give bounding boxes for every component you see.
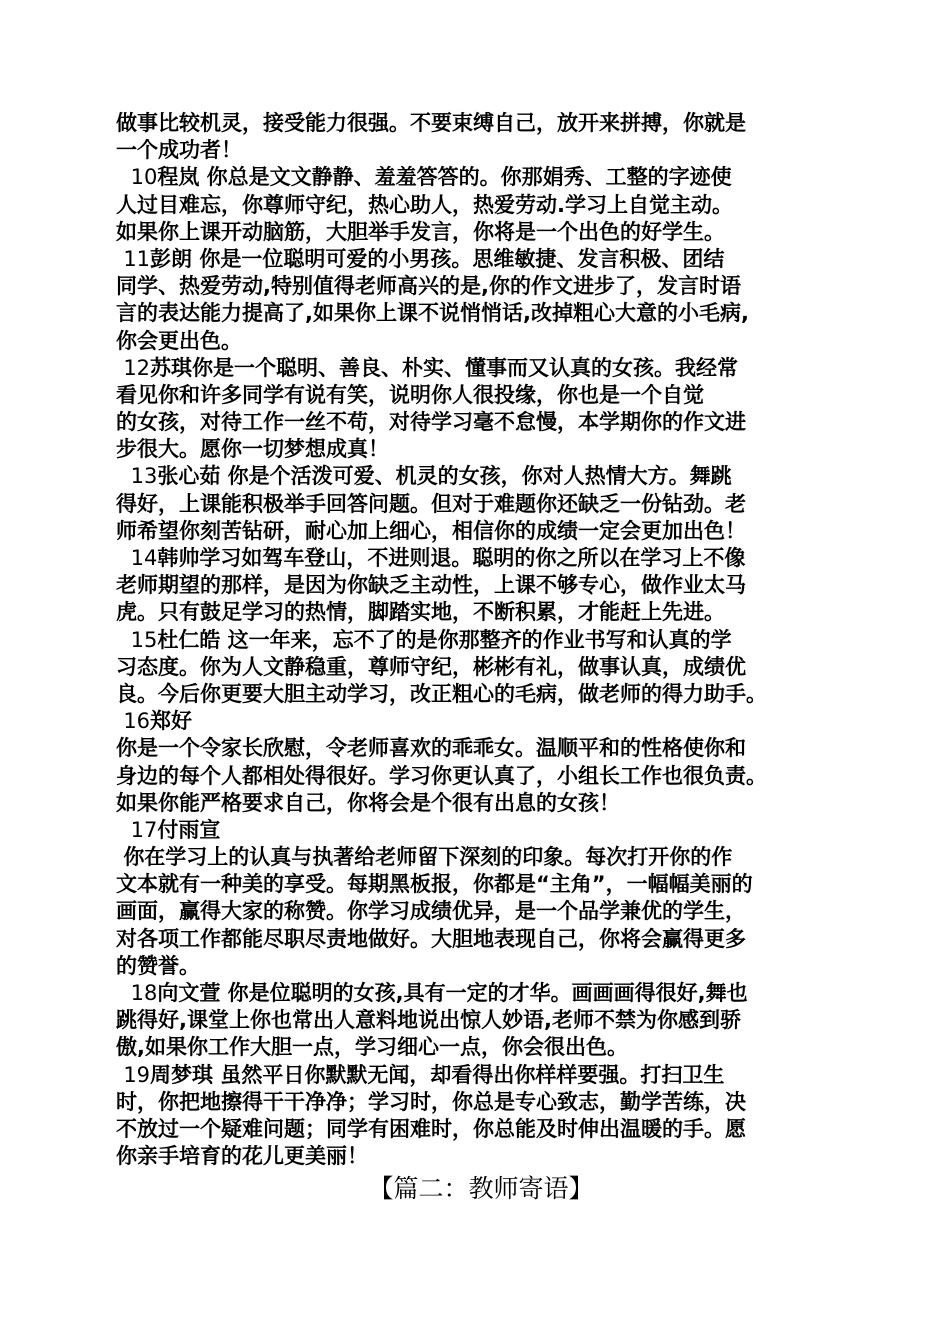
line-text: 画面，赢得大家的称赞。你学习成绩优异，是一个品学兼优的学生， xyxy=(116,899,746,924)
section-heading: 【篇二：教师寄语】 xyxy=(368,1174,594,1204)
text-line xyxy=(116,164,846,191)
text-line xyxy=(116,246,846,273)
text-line xyxy=(116,110,846,137)
text-line xyxy=(116,599,846,626)
line-text: 你是一个令家长欣慰，令老师喜欢的乖乖女。温顺平和的性格使你和 xyxy=(116,736,746,761)
text-line xyxy=(116,1089,846,1116)
text-line xyxy=(116,355,846,382)
line-text: 同学、热爱劳动,特别值得老师高兴的是,你的作文进步了，发言时语 xyxy=(116,274,741,299)
line-text: 师希望你刻苦钻研，耐心加上细心，相信你的成绩一定会更加出色！ xyxy=(116,518,746,543)
text-line xyxy=(116,953,846,980)
entry-number: 15 xyxy=(130,627,158,652)
line-text: 做事比较机灵，接受能力很强。不要束缚自己，放开来拼搏，你就是 xyxy=(116,111,746,135)
line-text: 身边的每个人都相处得很好。学习你更认真了，小组长工作也很负责。 xyxy=(116,763,767,788)
text-line xyxy=(116,871,846,898)
text-line xyxy=(116,1007,846,1034)
text-line xyxy=(116,409,846,436)
line-text: 如果你上课开动脑筋，大胆举手发言，你将是一个出色的好学生。 xyxy=(116,219,725,244)
line-text: 虎。只有鼓足学习的热情，脚踏实地，不断积累，才能赶上先进。 xyxy=(116,600,725,625)
line-text: 看见你和许多同学有说有笑，说明你人很投缘，你也是一个自觉 xyxy=(116,382,704,407)
text-line xyxy=(116,1116,846,1143)
line-text: 向文萱 你是位聪明的女孩,具有一定的才华。画画画得很好,舞也 xyxy=(157,981,748,1005)
line-text: 一个成功者！ xyxy=(116,138,242,163)
text-line xyxy=(116,817,846,844)
text-line xyxy=(116,137,846,164)
text-line xyxy=(116,627,846,654)
line-text: 你会更出色。 xyxy=(116,328,242,353)
line-text: 周梦琪 虽然平日你默默无闻，却看得出你样样要强。打扫卫生 xyxy=(150,1062,725,1087)
text-line xyxy=(116,898,846,925)
entry-number: 13 xyxy=(130,464,158,489)
entry-number: 12 xyxy=(123,355,151,380)
line-text: 文本就有一种美的享受。每期黑板报，你都是“主角”，一幅幅美丽的 xyxy=(116,872,753,897)
text-line xyxy=(116,735,846,762)
entry-number: 14 xyxy=(130,546,158,570)
text-line xyxy=(116,518,846,545)
text-line xyxy=(116,300,846,327)
line-text: 程岚 你总是文文静静、羞羞答答的。你那娟秀、工整的字迹使 xyxy=(157,165,732,190)
text-line xyxy=(116,790,846,817)
line-text: 杜仁皓 这一年来，忘不了的是你那整齐的作业书写和认真的学 xyxy=(157,627,732,652)
text-line xyxy=(116,328,846,355)
line-text: 不放过一个疑难问题；同学有困难时，你总能及时伸出温暖的手。愿 xyxy=(116,1116,746,1141)
text-line xyxy=(116,708,846,735)
line-text: 老师期望的那样，是因为你缺乏主动性，上课不够专心，做作业太马 xyxy=(116,573,746,598)
text-line xyxy=(116,572,846,599)
line-text: 彭朗 你是一位聪明可爱的小男孩。思维敏捷、发言积极、团结 xyxy=(150,246,725,271)
text-line xyxy=(116,1143,846,1170)
text-line xyxy=(116,382,846,409)
line-text: 你在学习上的认真与执著给老师留下深刻的印象。每次打开你的作 xyxy=(123,845,733,870)
line-text: 苏琪你是一个聪明、善良、朴实、懂事而又认真的女孩。我经常 xyxy=(150,355,739,380)
line-text: 言的表达能力提高了,如果你上课不说悄悄话,改掉粗心大意的小毛病, xyxy=(116,301,749,326)
text-line xyxy=(116,491,846,518)
entry-number: 17 xyxy=(130,817,158,842)
entry-number: 16 xyxy=(123,709,151,734)
line-text: 跳得好,课堂上你也常出人意料地说出惊人妙语,老师不禁为你感到骄 xyxy=(116,1008,741,1033)
line-text: 的女孩，对待工作一丝不苟，对待学习毫不怠慢，本学期你的作文进 xyxy=(116,410,746,435)
text-line xyxy=(116,844,846,871)
document-page xyxy=(116,110,846,1206)
text-line xyxy=(116,463,846,490)
line-text: 习态度。你为人文静稳重，尊师守纪，彬彬有礼，做事认真，成绩优 xyxy=(116,654,746,679)
line-text: 付雨宣 xyxy=(157,817,221,842)
line-text: 的赞誉。 xyxy=(116,953,200,978)
entry-number: 10 xyxy=(130,165,158,190)
line-text: 得好，上课能积极举手回答问题。但对于难题你还缺乏一份钻劲。老 xyxy=(116,491,746,516)
line-text: 时，你把地擦得干干净净；学习时，你总是专心致志，勤学苦练，决 xyxy=(116,1089,746,1114)
text-line xyxy=(116,926,846,953)
line-text: 你亲手培育的花儿更美丽！ xyxy=(116,1144,368,1169)
entry-number: 19 xyxy=(123,1062,151,1087)
line-indent xyxy=(116,546,131,570)
line-indent xyxy=(116,628,131,652)
line-indent xyxy=(116,165,131,189)
line-indent xyxy=(116,464,131,488)
text-line xyxy=(116,436,846,463)
text-line xyxy=(116,763,846,790)
line-indent xyxy=(116,818,131,842)
line-text: 张心茹 你是个活泼可爱、机灵的女孩，你对人热情大方。舞跳 xyxy=(157,464,732,489)
text-line xyxy=(116,1062,846,1089)
entry-number: 11 xyxy=(123,246,151,271)
line-text: 对各项工作都能尽职尽责地做好。大胆地表现自己，你将会赢得更多 xyxy=(116,926,746,951)
line-indent xyxy=(116,981,131,1005)
line-text: 傲,如果你工作大胆一点，学习细心一点，你会很出色。 xyxy=(116,1035,628,1060)
line-text: 人过目难忘，你尊师守纪，热心助人，热爱劳动.学习上自觉主动。 xyxy=(116,192,733,217)
line-text: 如果你能严格要求自己，你将会是个很有出息的女孩！ xyxy=(116,790,620,815)
text-line xyxy=(116,681,846,708)
text-line xyxy=(116,1034,846,1061)
text-line xyxy=(116,219,846,246)
line-text: 郑好 xyxy=(150,709,193,734)
document-body xyxy=(116,110,846,1170)
text-line xyxy=(116,545,846,572)
line-text: 步很大。愿你一切梦想成真！ xyxy=(116,437,389,462)
text-line xyxy=(116,980,846,1007)
text-line xyxy=(116,654,846,681)
line-text: 良。今后你更要大胆主动学习，改正粗心的毛病，做老师的得力助手。 xyxy=(116,681,767,706)
entry-number: 18 xyxy=(130,981,158,1005)
line-text: 韩帅学习如驾车登山，不进则退。聪明的你之所以在学习上不像 xyxy=(157,546,746,570)
text-line xyxy=(116,192,846,219)
text-line xyxy=(116,273,846,300)
